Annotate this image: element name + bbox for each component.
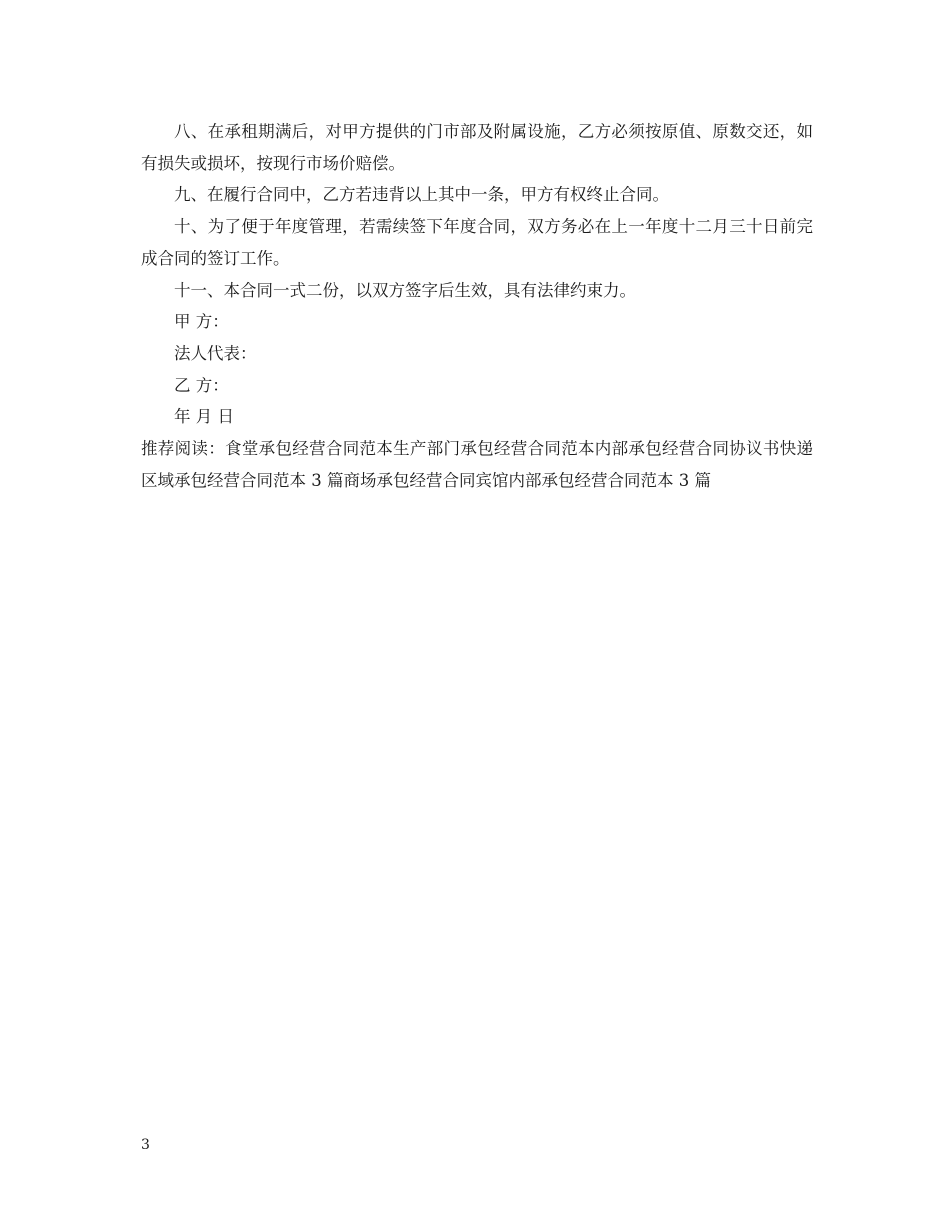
clause-10: 十、为了便于年度管理，若需续签下年度合同，双方务必在上一年度十二月三十日前完成合同的签订工作。 [141, 217, 813, 268]
legal-representative-line: 法人代表： [174, 343, 257, 363]
page-number: 3 [141, 1137, 150, 1153]
date-line: 年 月 日 [174, 407, 234, 427]
clause-11: 十一、本合同一式二份，以双方签字后生效，具有法律约束力。 [174, 280, 636, 300]
recommended-reading: 推荐阅读：食堂承包经营合同范本生产部门承包经营合同范本内部承包经营合同协议书快递区域承包经营合同范本 3 篇商场承包经营合同宾馆内部承包经营合同范本 3 篇 [141, 439, 813, 490]
clause-9: 九、在履行合同中，乙方若违背以上其中一条，甲方有权终止合同。 [174, 185, 669, 205]
clause-8: 八、在承租期满后，对甲方提供的门市部及附属设施，乙方必须按原值、原数交还，如有损失或损坏，按现行市场价赔偿。 [141, 122, 813, 173]
document-body [141, 116, 813, 496]
party-b-line: 乙 方： [174, 375, 229, 395]
party-a-line: 甲 方： [174, 312, 229, 332]
